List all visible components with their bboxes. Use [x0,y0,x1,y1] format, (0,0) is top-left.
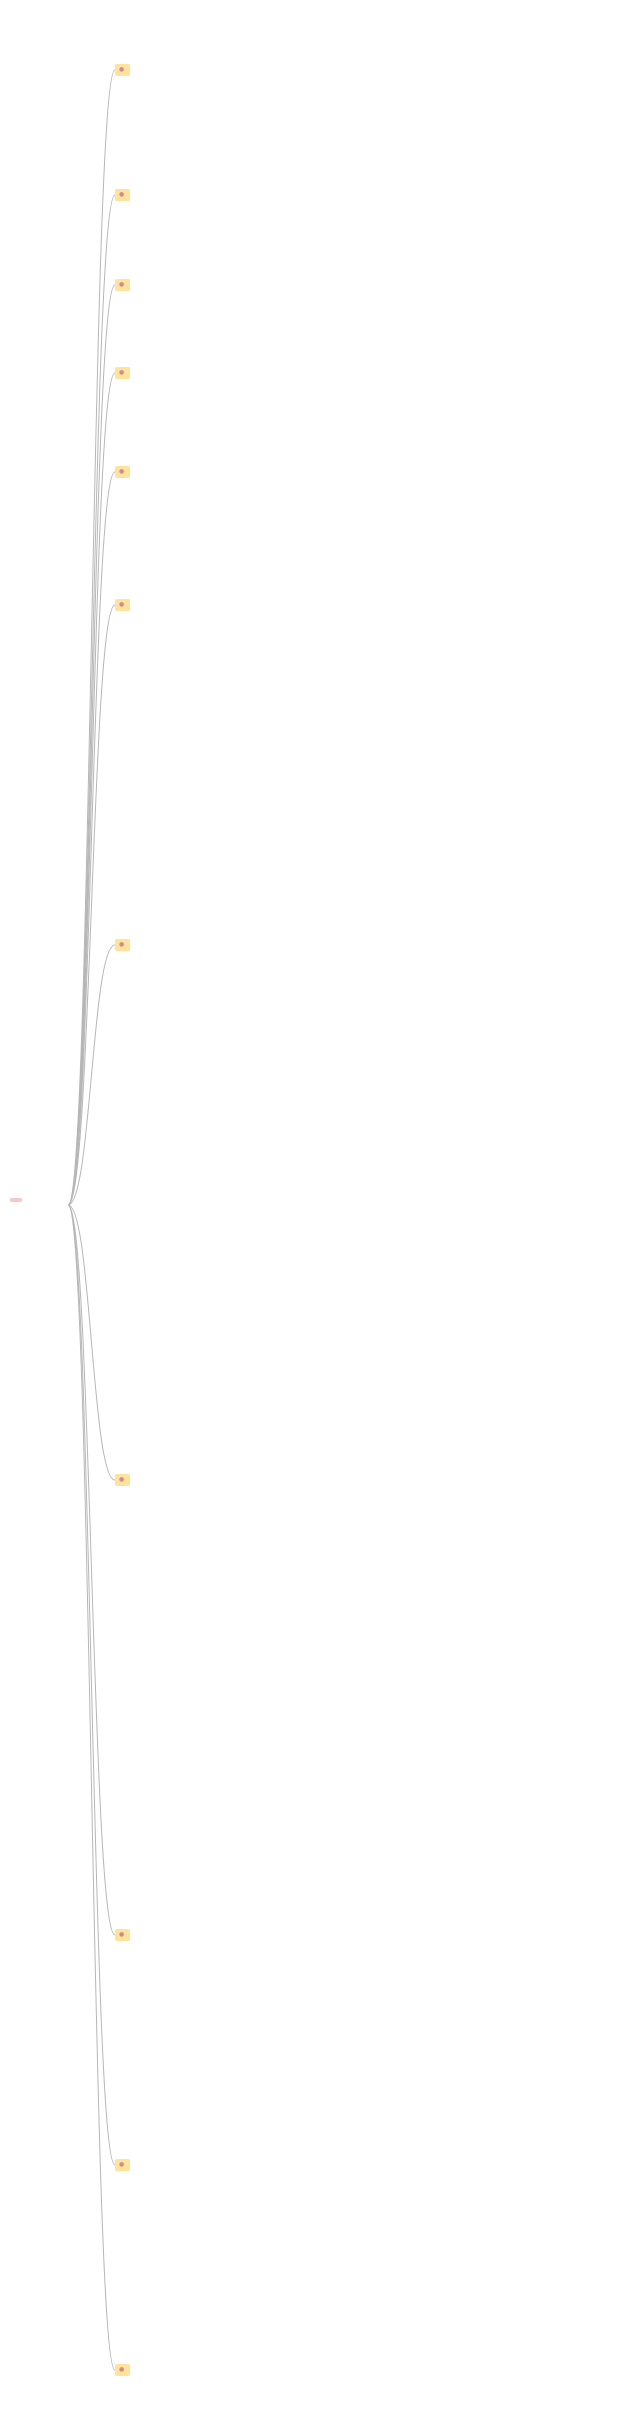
circle-icon: ● [119,66,125,73]
connector-line [68,1205,115,2165]
connector-line [68,285,115,1205]
circle-icon: ● [119,941,125,948]
branch-b9 [115,1929,130,1941]
circle-icon: ● [119,601,125,608]
branch-b10 [115,2159,130,2171]
circle-icon: ● [119,2161,125,2168]
branch-b8 [115,1474,130,1486]
connector-line [68,1205,115,2370]
branch-b4 [115,367,130,379]
connector-line [68,1205,115,1935]
connector-line [68,70,115,1205]
circle-icon: ● [119,1931,125,1938]
circle-icon: ● [119,2366,125,2373]
root-node [10,1198,22,1202]
circle-icon: ● [119,281,125,288]
circle-icon: ● [119,468,125,475]
branch-b6 [115,599,130,611]
circle-icon: ● [119,369,125,376]
branch-b2 [115,189,130,201]
branch-b11 [115,2364,130,2376]
circle-icon: ● [119,1476,125,1483]
branch-b3 [115,279,130,291]
branch-b7 [115,939,130,951]
connector-line [68,472,115,1205]
branch-b5 [115,466,130,478]
branch-b1 [115,64,130,76]
circle-icon: ● [119,191,125,198]
connector-line [68,195,115,1205]
